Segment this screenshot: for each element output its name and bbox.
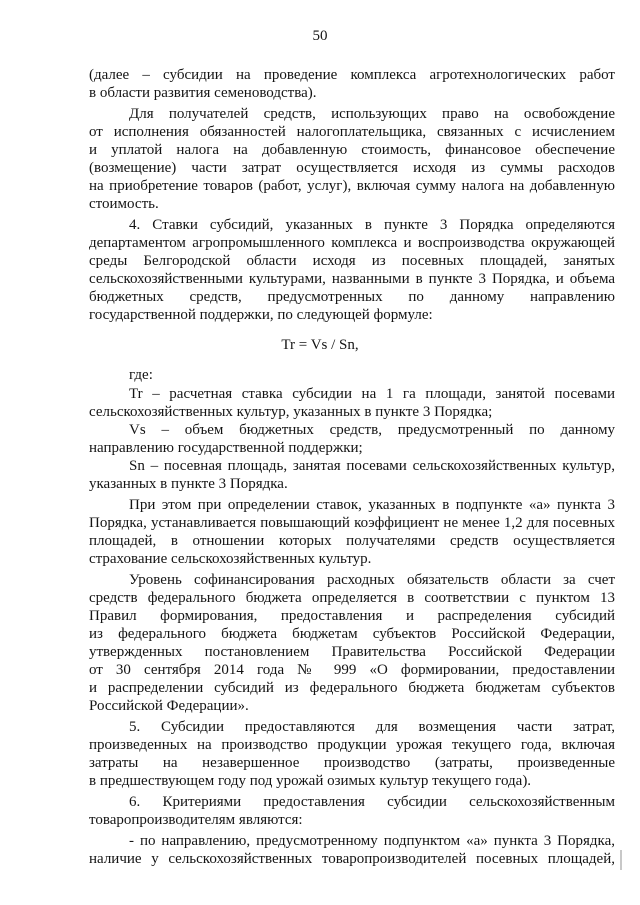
text-line: наличие у сельскохозяйственных товаропроизводителей посевных площадей, xyxy=(89,851,615,867)
text-line: бюджетных средств, предусмотренных по данному направлению xyxy=(89,289,615,305)
text-line: указанных в пункте 3 Порядка. xyxy=(89,476,288,492)
text-line: департаментом агропромышленного комплекса и воспроизводства окружающей xyxy=(89,235,615,251)
text-line: 5. Субсидии предоставляются для возмещения части затрат, xyxy=(129,719,615,735)
text-line: утвержденных постановлением Правительства Российской Федерации xyxy=(89,644,615,660)
text-line: 6. Критериями предоставления субсидии сельскохозяйственным xyxy=(129,794,615,810)
text-line: на приобретение товаров (работ, услуг), включая сумму налога на добавленную xyxy=(89,178,615,194)
text-line: среды Белгородской области исходя из посевных площадей, занятых xyxy=(89,253,615,269)
text-line: и распределении субсидий из федерального бюджета бюджетам субъектов xyxy=(89,680,615,696)
text-line: (возмещение) части затрат осуществляется исходя из суммы расходов xyxy=(89,160,615,176)
text-line: произведенных на производство продукции урожая текущего года, включая xyxy=(89,737,615,753)
text-line: Vs – объем бюджетных средств, предусмотренный по данному xyxy=(129,422,615,438)
text-line: и уплатой налога на добавленную стоимость, финансовое обеспечение xyxy=(89,142,615,158)
text-line: страхование сельскохозяйственных культур. xyxy=(89,551,372,567)
formula: Tr = Vs / Sn, xyxy=(281,337,359,353)
text-line: Для получателей средств, использующих право на освобождение xyxy=(129,106,615,122)
scan-margin-mark xyxy=(620,850,622,870)
text-line: Правил формирования, предоставления и распределения субсидий xyxy=(89,608,615,624)
text-line: государственной поддержки, по следующей формуле: xyxy=(89,307,433,323)
text-line: - по направлению, предусмотренному подпунктом «а» пункта 3 Порядка, xyxy=(129,833,615,849)
text-line: средств федерального бюджета определяется в соответствии с пунктом 13 xyxy=(89,590,615,606)
text-line: Sn – посевная площадь, занятая посевами сельскохозяйственных культур, xyxy=(129,458,615,474)
text-line: площадей, в отношении которых получателями средств осуществляется xyxy=(89,533,615,549)
text-line: в области развития семеноводства). xyxy=(89,85,317,101)
text-line: сельскохозяйственных культур, указанных в пункте 3 Порядка; xyxy=(89,404,493,420)
text-line: затраты на незавершенное производство (затраты, произведенные xyxy=(89,755,615,771)
text-line: Tr – расчетная ставка субсидии на 1 га площади, занятой посевами xyxy=(129,386,615,402)
text-line: от 30 сентября 2014 года № 999 «О формировании, предоставлении xyxy=(89,662,615,678)
text-line: где: xyxy=(129,367,153,383)
text-line: из федерального бюджета бюджетам субъектов Российской Федерации, xyxy=(89,626,615,642)
text-line: от исполнения обязанностей налогоплательщика, связанных с исчислением xyxy=(89,124,615,140)
text-line: Порядка, устанавливается повышающий коэффициент не менее 1,2 для посевных xyxy=(89,515,615,531)
text-line: сельскохозяйственными культурами, названными в пункте 3 Порядка, и объема xyxy=(89,271,615,287)
text-line: При этом при определении ставок, указанных в подпункте «а» пункта 3 xyxy=(129,497,615,513)
text-line: стоимость. xyxy=(89,196,159,212)
text-line: (далее – субсидии на проведение комплекса агротехнологических работ xyxy=(89,67,615,83)
text-line: Российской Федерации». xyxy=(89,698,249,714)
text-line: товаропроизводителям являются: xyxy=(89,812,303,828)
text-line: в предшествующем году под урожай озимых культур текущего года). xyxy=(89,773,532,789)
text-line: Уровень софинансирования расходных обязательств области за счет xyxy=(129,572,615,588)
text-line: 4. Ставки субсидий, указанных в пункте 3 Порядка определяются xyxy=(129,217,615,233)
page-number: 50 xyxy=(312,28,328,44)
text-line: направлению государственной поддержки; xyxy=(89,440,363,456)
